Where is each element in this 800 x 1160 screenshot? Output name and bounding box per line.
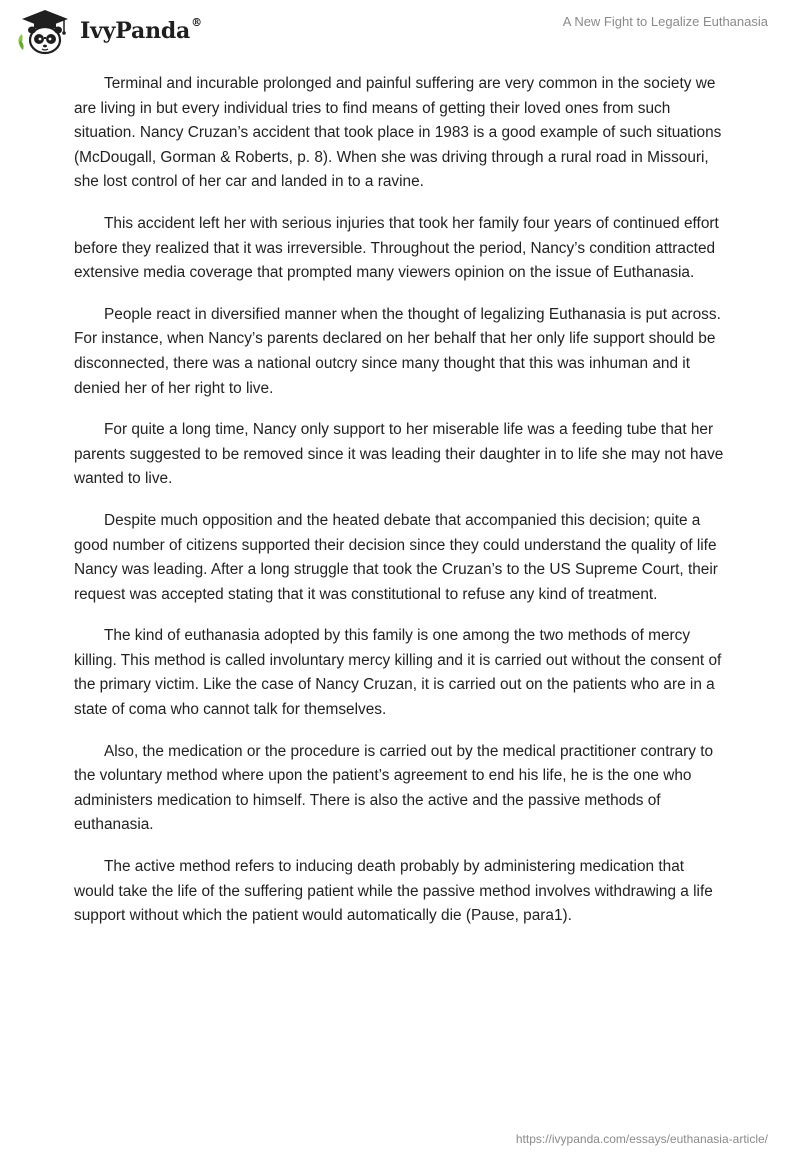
brand-name[interactable]: [80, 15, 202, 44]
paragraph-1: Terminal and incurable prolonged and painful suffering are very common in the society we are living in but every individual tries to find means of getting their loved ones from such situation. Nancy Cruzan’s accident that took place in 1983 is a good example of such situations (McDougall, Gorman & Roberts, p. 8). When she was driving through a rural road in Missouri, she lost control of her car and landed in to a ravine.: [74, 75, 722, 191]
registered-mark: ®: [191, 15, 202, 29]
ivypanda-logo[interactable]: [14, 6, 76, 56]
paragraph-4: For quite a long time, Nancy only support to her miserable life was a feeding tube that her parents suggested to be removed since it was leading their daughter in to life she may not have wanted to live.: [74, 421, 724, 488]
source-url[interactable]: https://ivypanda.com/essays/euthanasia-article/: [515, 1132, 768, 1146]
paragraph-7: Also, the medication or the procedure is carried out by the medical practitioner contrary to the voluntary method where upon the patient’s agreement to end his life, he is the one who administers medication to himself. There is also the active and the passive methods of euthanasia.: [74, 742, 714, 834]
brand-text: IvyPanda: [80, 18, 191, 44]
document-title: A New Fight to Legalize Euthanasia: [562, 14, 768, 29]
essay-body: [74, 72, 726, 946]
paragraph-8: The active method refers to inducing death probably by administering medication that would take the life of the suffering patient while the passive method involves withdrawing a life support without which the patient would automatically die (Pause, para1).: [74, 858, 713, 925]
paragraph-6: The kind of euthanasia adopted by this family is one among the two methods of mercy killing. This method is called involuntary mercy killing and it is carried out without the consent of the primary victim. Like the case of Nancy Cruzan, it is carried out on the patients who are in a state of coma who cannot talk for themselves.: [74, 627, 722, 719]
panda-graduate-icon: [14, 6, 76, 56]
paragraph-5: Despite much opposition and the heated debate that accompanied this decision; quite a good number of citizens supported their decision since they could understand the quality of life Nancy was leading. After a long struggle that took the Cruzan’s to the US Supreme Court, their request was accepted stating that it was constitutional to refuse any kind of treatment.: [74, 511, 718, 603]
paragraph-2: This accident left her with serious injuries that took her family four years of continued effort before they realized that it was irreversible. Throughout the period, Nancy’s condition attracted extensive media coverage that prompted many viewers opinion on the issue of Euthanasia.: [74, 214, 719, 282]
page-header: [0, 0, 800, 60]
paragraph-3: People react in diversified manner when the thought of legalizing Euthanasia is put across. For instance, when Nancy’s parents declared on her behalf that her only life support should be disconnected, there was a national outcry since many thought that this was inhuman and it denied her of her right to live.: [74, 305, 721, 397]
